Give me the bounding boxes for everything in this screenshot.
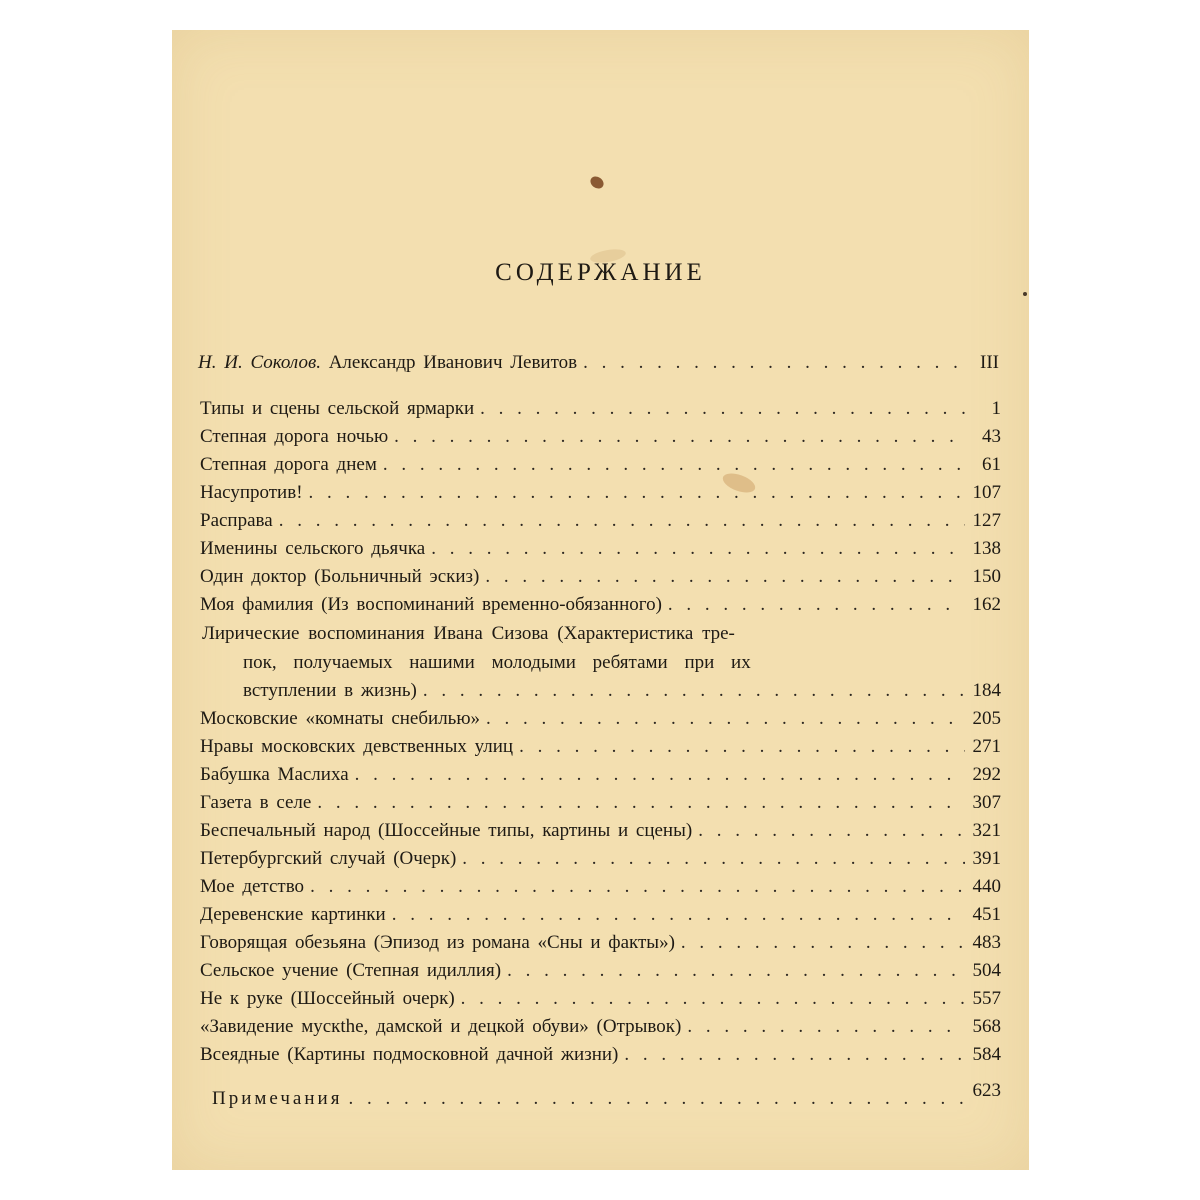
- dot-leader: [348, 1088, 965, 1110]
- toc-entry: [200, 1044, 1001, 1066]
- dot-leader: [462, 848, 965, 870]
- toc-page-number: 568: [972, 1016, 1001, 1037]
- dot-leader: [279, 510, 965, 532]
- dot-leader: [681, 932, 965, 954]
- toc-page-number: 150: [972, 566, 1001, 587]
- toc-page-number: 1: [991, 398, 1001, 419]
- toc-entry-title: Один доктор (Больничный эскиз): [200, 566, 480, 587]
- toc-page-number: 451: [972, 904, 1001, 925]
- toc-page-number: 483: [972, 932, 1001, 953]
- toc-entry-title: Мое детство: [200, 876, 305, 897]
- toc-entry-title: Нравы московских девственных улиц: [200, 736, 514, 757]
- toc-entry: [200, 792, 1001, 814]
- toc-entry-title: Не к руке (Шоссейный очерк): [200, 988, 455, 1009]
- toc-entry-title: Расправа: [200, 510, 273, 531]
- dot-leader: [355, 764, 965, 786]
- toc-entry: [200, 988, 1001, 1010]
- toc-entry: [200, 482, 1001, 504]
- toc-entry-title: Петербургский случай (Очерк): [200, 848, 457, 869]
- toc-page-number: 61: [982, 454, 1001, 475]
- toc-entry-title: Газета в селе: [200, 792, 312, 813]
- toc-entry: [200, 510, 1001, 532]
- toc-page-number: 271: [972, 736, 1001, 757]
- toc-entry-title: «Завидение мускthe, дамской и децкой обуви» (Отрывок): [200, 1016, 682, 1037]
- toc-entry-title: вступлении в жизнь): [243, 680, 417, 701]
- book-page: [172, 30, 1029, 1170]
- toc-entry: [200, 1016, 1001, 1038]
- toc-entry: [200, 426, 1001, 448]
- toc-page-number: 623: [972, 1080, 1001, 1101]
- dot-leader: [668, 594, 965, 616]
- dot-leader: [698, 820, 965, 842]
- toc-entry-title: Насупротив!: [200, 482, 303, 503]
- dot-leader: [687, 1016, 965, 1038]
- toc-entry-title: Типы и сцены сельской ярмарки: [200, 398, 475, 419]
- toc-entry: [200, 932, 1001, 954]
- dot-leader: [394, 426, 965, 448]
- toc-entry-title: Сельское учение (Степная идиллия): [200, 960, 502, 981]
- toc-page-number: 440: [972, 876, 1001, 897]
- toc-page-number: 307: [972, 792, 1001, 813]
- dot-leader: [485, 566, 965, 588]
- dot-leader: [309, 482, 965, 504]
- toc-page-number: 292: [972, 764, 1001, 785]
- ink-spot: [588, 174, 606, 191]
- toc-entry: [200, 736, 1001, 758]
- toc-entry: [200, 848, 1001, 870]
- toc-entry: [200, 876, 1001, 898]
- dot-leader: [624, 1044, 965, 1066]
- dot-leader: [461, 988, 965, 1010]
- toc-entry: [200, 820, 1001, 842]
- toc-page-number: 321: [972, 820, 1001, 841]
- toc-entry-title: Деревенские картинки: [200, 904, 386, 925]
- toc-intro-label: [198, 352, 577, 374]
- toc-page-number: 391: [972, 848, 1001, 869]
- toc-long-entry-line-1: Лирические воспоминания Ивана Сизова (Характеристика тре-: [202, 623, 735, 644]
- toc-entry: [200, 566, 1001, 588]
- toc-entry-title: Говорящая обезьяна (Эпизод из романа «Сны и факты»): [200, 932, 675, 953]
- toc-intro-title: Александр Иванович Левитов: [328, 352, 578, 373]
- dot-leader: [583, 352, 963, 374]
- toc-page-number: 138: [972, 538, 1001, 559]
- toc-entry-title: Беспечальный народ (Шоссейные типы, картины и сцены): [200, 820, 693, 841]
- toc-entry: [200, 960, 1001, 982]
- toc-notes-title: Примечания: [212, 1088, 343, 1109]
- toc-page-number: 205: [972, 708, 1001, 729]
- toc-entry-title: Именины сельского дьячка: [200, 538, 426, 559]
- page-title: СОДЕРЖАНИЕ: [495, 259, 706, 286]
- dot-leader: [392, 904, 965, 926]
- toc-entry: [200, 594, 1001, 616]
- toc-page-number: 504: [972, 960, 1001, 981]
- toc-entry-title: Моя фамилия (Из воспоминаний временно-обязанного): [200, 594, 662, 615]
- dot-leader: [310, 876, 965, 898]
- toc-long-entry-line-3: [243, 680, 1001, 702]
- dot-leader: [383, 454, 965, 476]
- toc-page-number: 43: [982, 426, 1001, 447]
- dot-leader: [507, 960, 965, 982]
- toc-entry: [200, 454, 1001, 476]
- toc-page-number: 584: [972, 1044, 1001, 1065]
- toc-entry: [200, 708, 1001, 730]
- toc-page-number: 107: [972, 482, 1001, 503]
- toc-page-number: 162: [972, 594, 1001, 615]
- dot-leader: [431, 538, 965, 560]
- dot-leader: [480, 398, 965, 420]
- toc-intro-row: [198, 352, 999, 374]
- toc-entry-title: Московские «комнаты снебилью»: [200, 708, 481, 729]
- toc-entry-title: Всеядные (Картины подмосковной дачной жизни): [200, 1044, 619, 1065]
- toc-page-number: 127: [972, 510, 1001, 531]
- toc-page-number: 184: [972, 680, 1001, 701]
- toc-entry: [200, 904, 1001, 926]
- toc-entry: [200, 398, 1001, 420]
- toc-entry-title: Степная дорога днем: [200, 454, 377, 475]
- toc-long-entry-line-2: пок, получаемых нашими молодыми ребятами при их: [243, 652, 751, 673]
- dot-leader: [519, 736, 965, 758]
- toc-entry: [200, 764, 1001, 786]
- toc-entry-title: Бабушка Маслиха: [200, 764, 349, 785]
- toc-intro-author: Н. И. Соколов.: [198, 352, 321, 373]
- dot-leader: [486, 708, 965, 730]
- dot-leader: [423, 680, 965, 702]
- toc-notes-row: [212, 1080, 1001, 1110]
- toc-page-number: 557: [972, 988, 1001, 1009]
- dot-leader: [317, 792, 965, 814]
- toc-entry-title: Степная дорога ночью: [200, 426, 389, 447]
- toc-page-number: III: [980, 352, 999, 373]
- toc-entry: [200, 538, 1001, 560]
- ink-speck: [1023, 292, 1027, 296]
